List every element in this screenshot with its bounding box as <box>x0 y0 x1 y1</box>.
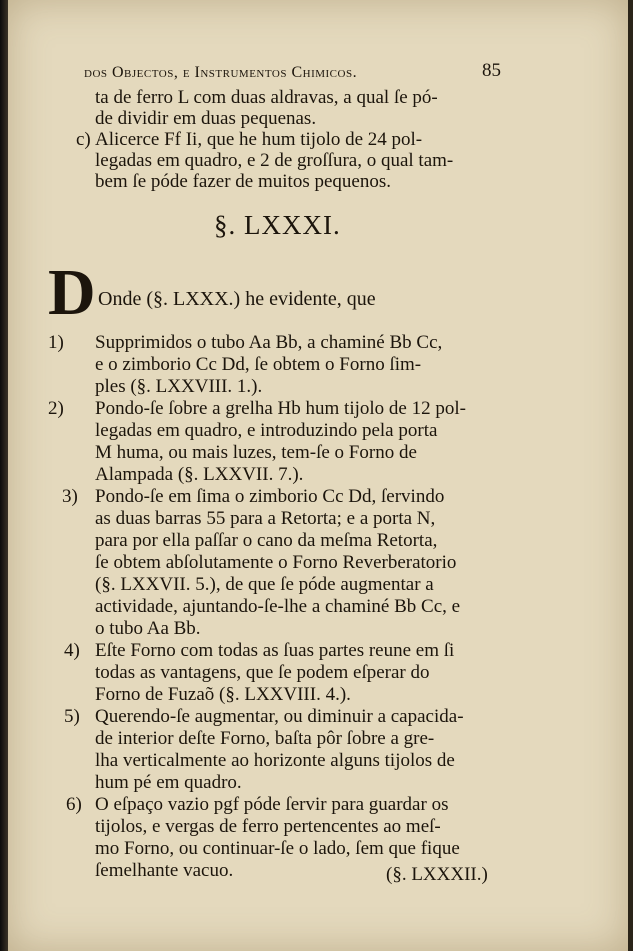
item-3-line-4: ſe obtem abſolutamente o Forno Reverberatorio <box>95 552 457 573</box>
item-5-line-2: de interior deſte Forno, baſta pôr ſobre a gre- <box>95 728 435 749</box>
item-2-line-4: Alampada (§. LXXVII. 7.). <box>95 464 304 485</box>
item-4-label: 4) <box>64 640 80 661</box>
item-5-line-4: hum pé em quadro. <box>95 772 242 793</box>
item-1-line-2: e o zimborio Cc Dd, ſe obtem o Forno ſim- <box>95 354 422 375</box>
item-5-line-1: Querendo-ſe augmentar, ou diminuir a capacida- <box>95 706 464 727</box>
item-2-line-3: M huma, ou mais luzes, tem-ſe o Forno de <box>95 442 417 463</box>
drop-cap: D <box>48 256 96 329</box>
section-title: §. LXXXI. <box>214 210 341 240</box>
item-2-line-1: Pondo-ſe ſobre a grelha Hb hum tijolo de 12 pol- <box>95 398 466 419</box>
item-c-line-2: legadas em quadro, e 2 de groſſura, o qual tam- <box>95 150 454 171</box>
item-6-line-1: O eſpaço vazio pgf póde ſervir para guardar os <box>95 794 449 815</box>
item-c-line-3: bem ſe póde fazer de muitos pequenos. <box>95 171 391 192</box>
item-3-line-5: (§. LXXVII. 5.), de que ſe póde augmentar a <box>95 574 434 595</box>
item-3-line-2: as duas barras 55 para a Retorta; e a porta N, <box>95 508 436 529</box>
item-5-line-3: lha verticalmente ao horizonte alguns tijolos de <box>95 750 455 771</box>
item-6-line-2: tijolos, e vergas de ferro pertencentes ao meſ- <box>95 816 441 837</box>
item-3-line-3: para por ella paſſar o cano da meſma Retorta, <box>95 530 438 551</box>
section-opening: Onde (§. LXXX.) he evidente, que <box>98 288 376 310</box>
item-4-line-1: Eſte Forno com todas as ſuas partes reune em ſi <box>95 640 455 661</box>
item-c-line-1: Alicerce Ff Ii, que he hum tijolo de 24 pol- <box>95 129 423 150</box>
running-title: dos Objectos, e Instrumentos Chimicos. <box>84 64 358 81</box>
item-2-label: 2) <box>48 398 64 419</box>
item-3-line-7: o tubo Aa Bb. <box>95 618 201 639</box>
item-4-line-2: todas as vantagens, que ſe podem eſperar do <box>95 662 430 683</box>
item-4-line-3: Forno de Fuzaõ (§. LXXVIII. 4.). <box>95 684 351 705</box>
intro-line-2: de dividir em duas pequenas. <box>95 108 317 129</box>
item-6-label: 6) <box>66 794 82 815</box>
item-2-line-2: legadas em quadro, e introduzindo pela porta <box>95 420 438 441</box>
item-3-line-6: actividade, ajuntando-ſe-lhe a chaminé Bb Cc, e <box>95 596 461 617</box>
item-1-line-3: ples (§. LXXVIII. 1.). <box>95 376 263 397</box>
item-3-label: 3) <box>62 486 78 507</box>
item-1-line-1: Supprimidos o tubo Aa Bb, a chaminé Bb Cc, <box>95 332 443 353</box>
item-6-line-3: mo Forno, ou continuar-ſe o lado, ſem que fique <box>95 838 460 859</box>
item-1-label: 1) <box>48 332 64 353</box>
page-number: 85 <box>482 60 501 81</box>
intro-line-1: ta de ferro L com duas aldravas, a qual ſe pó- <box>95 87 438 108</box>
item-3-line-1: Pondo-ſe em ſima o zimborio Cc Dd, ſervindo <box>95 486 445 507</box>
item-5-label: 5) <box>64 706 80 727</box>
catchword: (§. LXXXII.) <box>386 864 488 885</box>
item-6-line-4: ſemelhante vacuo. <box>95 860 234 881</box>
item-c-label: c) <box>76 129 91 150</box>
